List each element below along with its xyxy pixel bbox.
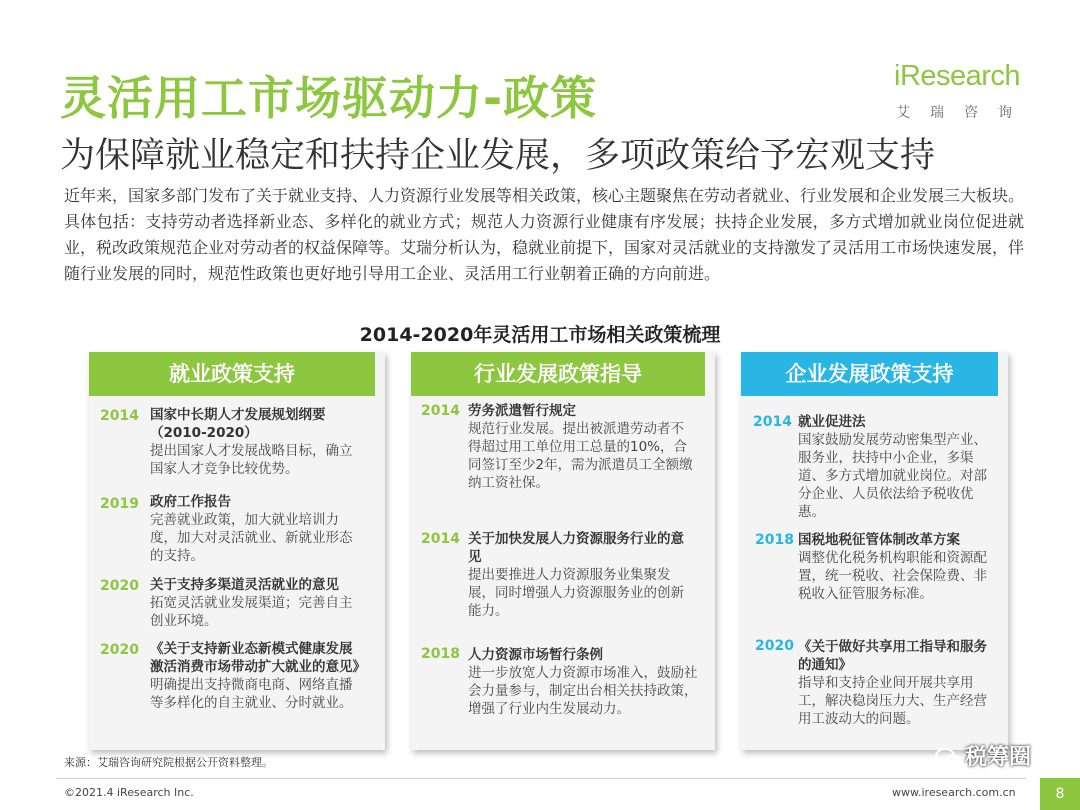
policy-text bbox=[798, 413, 994, 521]
policy-year: 2014 bbox=[421, 403, 460, 419]
policy-year: 2020 bbox=[100, 642, 139, 658]
policy-year: 2014 bbox=[421, 531, 460, 547]
policy-year: 2014 bbox=[100, 408, 139, 424]
policy-text bbox=[468, 402, 693, 492]
intro-paragraph: 近年来，国家多部门发布了关于就业支持、人力资源行业发展等相关政策，核心主题聚焦在劳动者就业、行业发展和企业发展三大板块。具体包括：支持劳动者选择新业态、多样化的就业方式；规范人力资源行业健康有序发展；扶持企业发展，多方式增加就业岗位促进就业，税改政策规范企业对劳动者的权益保障等。艾瑞分析认为，稳就业前提下，国家对灵活就业的支持激发了灵活用工市场快速发展，伴随行业发展的同时，规范性政策也更好地引导用工企业、灵活用工行业朝着正确的方向前进。 bbox=[64, 186, 1025, 283]
policy-title: 国家中长期人才发展规划纲要（2010-2020） bbox=[150, 407, 326, 441]
policy-year: 2018 bbox=[421, 646, 460, 662]
policy-desc: 完善就业政策，加大就业培训力度，加大对灵活就业、新就业形态的支持。 bbox=[150, 512, 353, 564]
card-header-employment: 就业政策支持 bbox=[89, 352, 375, 396]
section-heading: 2014-2020年灵活用工市场相关政策梳理 bbox=[359, 324, 721, 346]
policy-year: 2019 bbox=[100, 496, 139, 512]
policy-desc: 调整优化税务机构职能和资源配置，统一税收、社会保险费、非税收入征管服务标准。 bbox=[798, 550, 987, 602]
footer-divider bbox=[56, 778, 1026, 779]
policy-year: 2020 bbox=[100, 578, 139, 594]
wechat-icon bbox=[935, 747, 961, 769]
policy-text bbox=[150, 640, 366, 712]
policy-text bbox=[150, 406, 362, 478]
policy-text bbox=[468, 530, 693, 620]
source-note: 来源：艾瑞咨询研究院根据公开资料整理。 bbox=[64, 756, 273, 769]
policy-year: 2020 bbox=[755, 638, 794, 654]
policy-desc: 拓宽灵活就业发展渠道；完善自主创业环境。 bbox=[150, 595, 353, 629]
copyright: ©2021.4 iResearch Inc. bbox=[64, 786, 194, 799]
policy-title: 劳务派遣暂行规定 bbox=[468, 403, 576, 419]
policy-title: 关于支持多渠道灵活就业的意见 bbox=[150, 577, 339, 593]
policy-text bbox=[798, 531, 994, 603]
iresearch-logo bbox=[890, 60, 1030, 130]
card-header-enterprise: 企业发展政策支持 bbox=[741, 352, 998, 396]
logo-wordmark: iResearch bbox=[894, 60, 1021, 92]
policy-text bbox=[468, 646, 703, 718]
policy-title: 人力资源市场暂行条例 bbox=[468, 647, 603, 663]
page-number: 8 bbox=[1040, 778, 1080, 810]
policy-year: 2014 bbox=[753, 414, 792, 430]
policy-title: 《关于做好共享用工指导和服务的通知》 bbox=[798, 639, 987, 673]
page-subtitle: 为保障就业稳定和扶持企业发展，多项政策给予宏观支持 bbox=[60, 136, 936, 176]
policy-title: 就业促进法 bbox=[798, 414, 866, 430]
policy-text bbox=[150, 576, 362, 630]
watermark bbox=[935, 740, 1031, 771]
policy-year: 2018 bbox=[755, 532, 794, 548]
policy-desc: 规范行业发展。提出被派遣劳动者不得超过用工单位用工总量的10%，合同签订至少2年，需为派遣员工全额缴纳工资社保。 bbox=[468, 421, 693, 491]
policy-desc: 提出国家人才发展战略目标，确立国家人才竞争比较优势。 bbox=[150, 443, 353, 477]
policy-desc: 指导和支持企业间开展共享用工，解决稳岗压力大、生产经营用工波动大的问题。 bbox=[798, 675, 987, 727]
page-title: 灵活用工市场驱动力-政策 bbox=[60, 71, 598, 125]
policy-desc: 国家鼓励发展劳动密集型产业、服务业，扶持中小企业，多渠道、多方式增加就业岗位。对部分企业、人员依法给予税收优惠。 bbox=[798, 432, 987, 520]
policy-text bbox=[798, 638, 994, 728]
website-link[interactable]: www.iresearch.com.cn bbox=[892, 786, 1016, 799]
policy-desc: 提出要推进人力资源服务业集聚发展，同时增强人力资源服务业的创新能力。 bbox=[468, 567, 684, 619]
logo-chinese-name: 艾瑞咨询 bbox=[896, 105, 1032, 121]
policy-title: 关于加快发展人力资源服务行业的意见 bbox=[468, 531, 684, 565]
policy-desc: 进一步放宽人力资源市场准入，鼓励社会力量参与，制定出台相关扶持政策，增强了行业内生发展动力。 bbox=[468, 665, 698, 717]
policy-desc: 明确提出支持微商电商、网络直播等多样化的自主就业、分时就业。 bbox=[150, 677, 353, 711]
policy-text bbox=[150, 493, 362, 565]
policy-title: 政府工作报告 bbox=[150, 494, 231, 510]
policy-title: 《关于支持新业态新模式健康发展激活消费市场带动扩大就业的意见》 bbox=[150, 641, 366, 675]
watermark-text: 税筹圈 bbox=[965, 745, 1032, 770]
policy-title: 国税地税征管体制改革方案 bbox=[798, 532, 960, 548]
card-header-industry: 行业发展政策指导 bbox=[411, 352, 705, 396]
